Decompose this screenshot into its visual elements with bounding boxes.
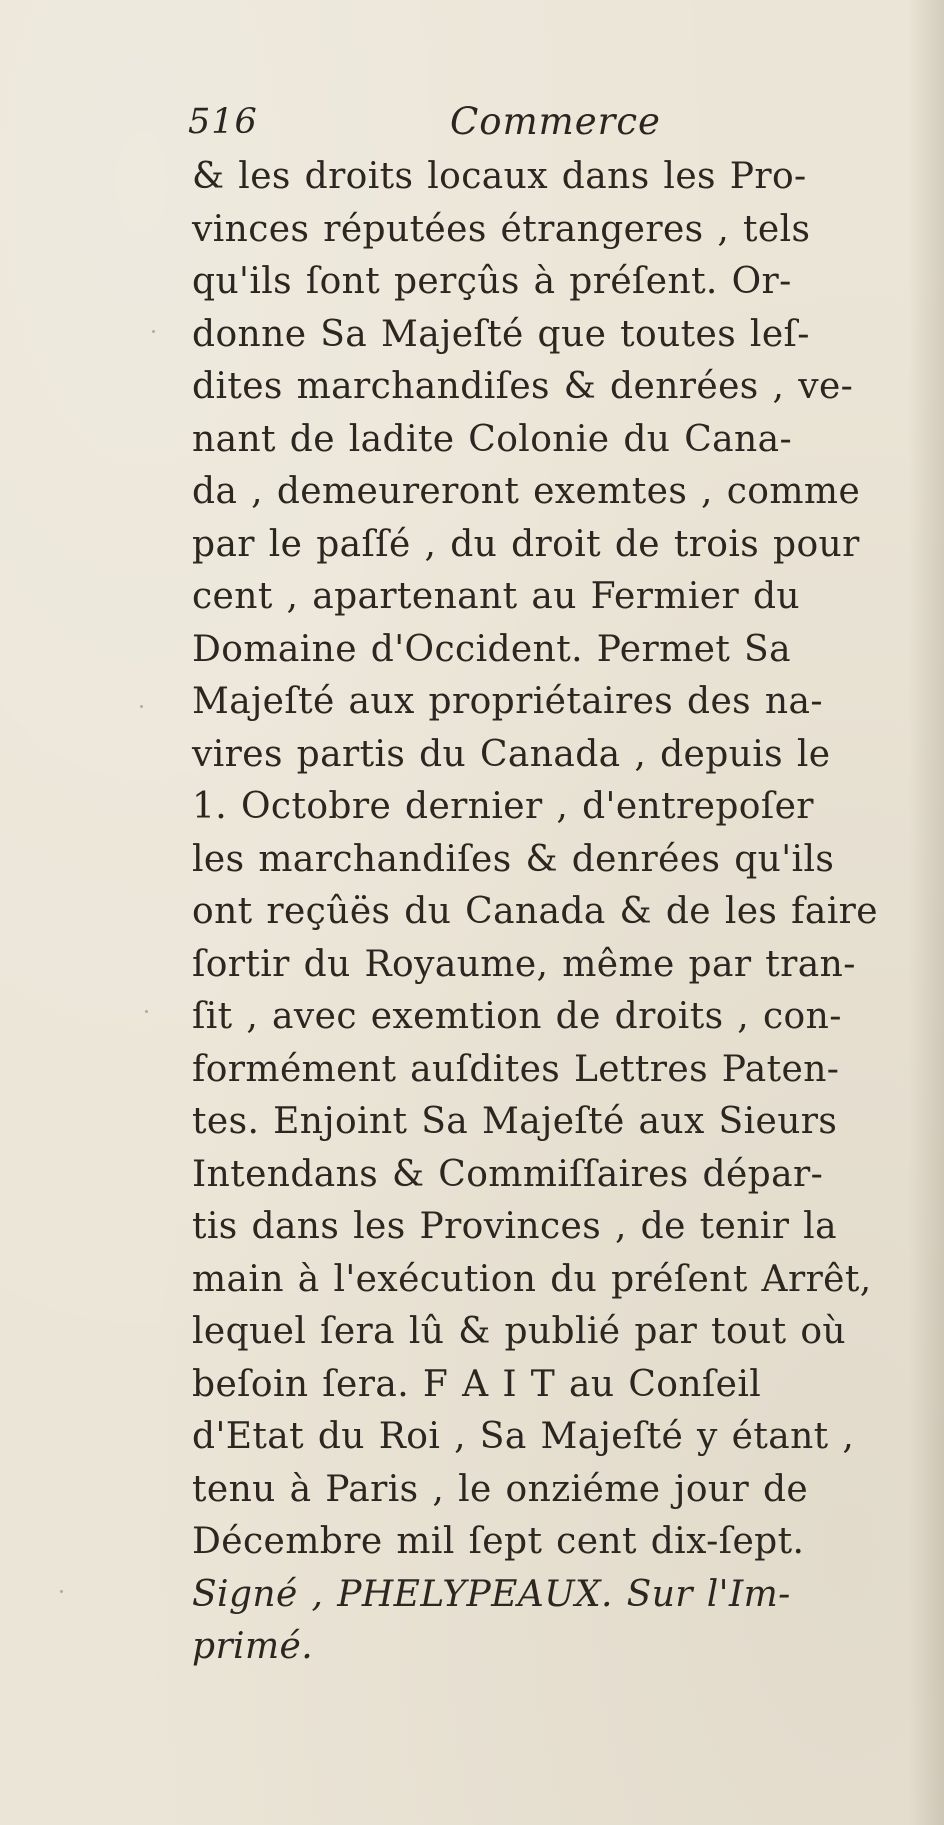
text-line: da , demeureront exemtes , comme xyxy=(192,471,861,512)
text-line: ont reçûës du Canada & de les faire xyxy=(192,891,878,932)
text-line-closing: primé. xyxy=(192,1626,314,1667)
page-number: 516 xyxy=(188,102,258,142)
text-line-signature: Signé , PHELYPEAUX. Sur l'Im- xyxy=(192,1573,791,1615)
text-line: les marchandiſes & denrées qu'ils xyxy=(192,838,835,880)
text-line: Majeſté aux propriétaires des na- xyxy=(192,681,823,722)
text-line: Intendans & Commiſſaires dépar- xyxy=(192,1153,824,1195)
text-line: main à l'exécution du préſent Arrêt, xyxy=(192,1258,872,1300)
text-line: Décembre mil ſept cent dix-ſept. xyxy=(192,1521,805,1562)
text-line: dites marchandiſes & denrées , ve- xyxy=(192,366,854,407)
text-line: & les droits locaux dans les Pro- xyxy=(192,156,807,197)
text-line: cent , apartenant au Fermier du xyxy=(192,576,800,617)
paper-speck xyxy=(145,1010,148,1013)
running-head: Commerce xyxy=(450,100,661,143)
text-line: qu'ils ſont perçûs à préſent. Or- xyxy=(192,261,792,302)
text-line: vinces réputées étrangeres , tels xyxy=(192,208,811,250)
text-line: nant de ladite Colonie du Cana- xyxy=(192,418,793,460)
text-line: Domaine d'Occident. Permet Sa xyxy=(192,628,791,670)
text-line: tis dans les Provinces , de tenir la xyxy=(192,1206,837,1247)
text-line: d'Etat du Roi , Sa Majeſté y étant , xyxy=(192,1416,855,1457)
paper-speck xyxy=(152,330,155,333)
text-line: tenu à Paris , le onziéme jour de xyxy=(192,1468,809,1510)
text-line: beſoin ſera. F A I T au Conſeil xyxy=(192,1363,762,1405)
page-header xyxy=(188,100,788,150)
body-text xyxy=(192,151,932,1674)
text-line: ſortir du Royaume, même par tran- xyxy=(192,943,856,985)
text-line: vires partis du Canada , depuis le xyxy=(192,733,831,775)
text-line: tes. Enjoint Sa Majeſté aux Sieurs xyxy=(192,1101,838,1142)
text-line: donne Sa Majeſté que toutes leſ- xyxy=(192,313,810,355)
text-line: par le paſſé , du droit de trois pour xyxy=(192,523,860,565)
text-line: ſit , avec exemtion de droits , con- xyxy=(192,996,842,1037)
paper-speck xyxy=(60,1590,63,1593)
text-line: formément auſdites Lettres Paten- xyxy=(192,1048,840,1090)
text-line: lequel ſera lû & publié par tout où xyxy=(192,1311,846,1352)
paper-speck xyxy=(140,705,143,708)
text-line: 1. Octobre dernier , d'entrepoſer xyxy=(192,786,814,827)
